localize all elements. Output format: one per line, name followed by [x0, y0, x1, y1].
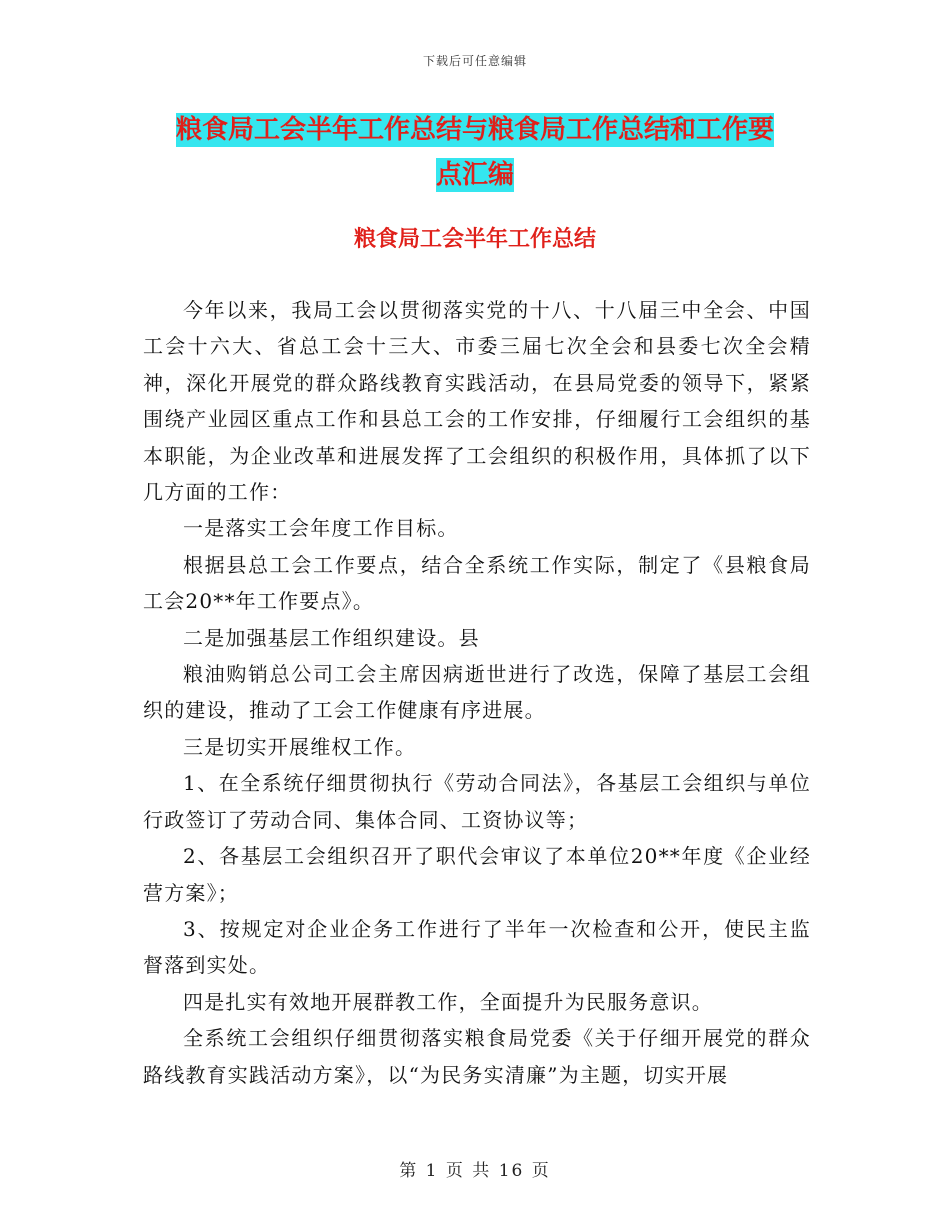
paragraph: 全系统工会组织仔细贯彻落实粮食局党委《关于仔细开展党的群众路线教育实践活动方案》，以“为民务实清廉”为主题，切实开展: [143, 1026, 811, 1087]
paragraph: 二是加强基层工作组织建设。县: [183, 625, 480, 650]
document-title: [140, 108, 810, 198]
paragraph: 今年以来，我局工会以贯彻落实党的十八、十八届三中全会、中国工会十六大、省总工会十三大、市委三届七次全会和县委七次全会精神，深化开展党的群众路线教育实践活动，在县局党委的领导下，紧紧围绕产业园区重点工作和县总工会的工作安排，仔细履行工会组织的基本职能，为企业改革和进展发挥了工会组织的积极作用，具体抓了以下几方面的工作：: [143, 298, 811, 505]
paragraph: 三是切实开展维权工作。: [183, 734, 417, 759]
page-header-note: 下载后可任意编辑: [422, 54, 527, 68]
paragraph: 粮油购销总公司工会主席因病逝世进行了改选，保障了基层工会组织的建设，推动了工会工作健康有序进展。: [143, 662, 811, 723]
section-title: 粮食局工会半年工作总结: [353, 227, 596, 252]
page-footer: 第 1 页 共 16 页: [399, 1161, 551, 1181]
paragraph: 四是扎实有效地开展群教工作，全面提升为民服务意识。: [183, 989, 713, 1014]
document-body: [143, 292, 811, 1093]
paragraph: 根据县总工会工作要点，结合全系统工作实际，制定了《县粮食局工会20**年工作要点》。: [143, 552, 811, 614]
paragraph: 2、各基层工会组织召开了职代会审议了本单位20**年度《企业经营方案》；: [143, 844, 811, 905]
document-title-line-2: 点汇编: [435, 160, 514, 190]
paragraph: 3、按规定对企业企务工作进行了半年一次检查和公开，使民主监督落到实处。: [143, 916, 811, 978]
paragraph: 一是落实工会年度工作目标。: [183, 516, 459, 541]
document-title-line-1: 粮食局工会半年工作总结与粮食局工作总结和工作要: [175, 115, 774, 145]
paragraph: 1、在全系统仔细贯彻执行《劳动合同法》，各基层工会组织与单位行政签订了劳动合同、集体合同、工资协议等；: [143, 771, 811, 832]
